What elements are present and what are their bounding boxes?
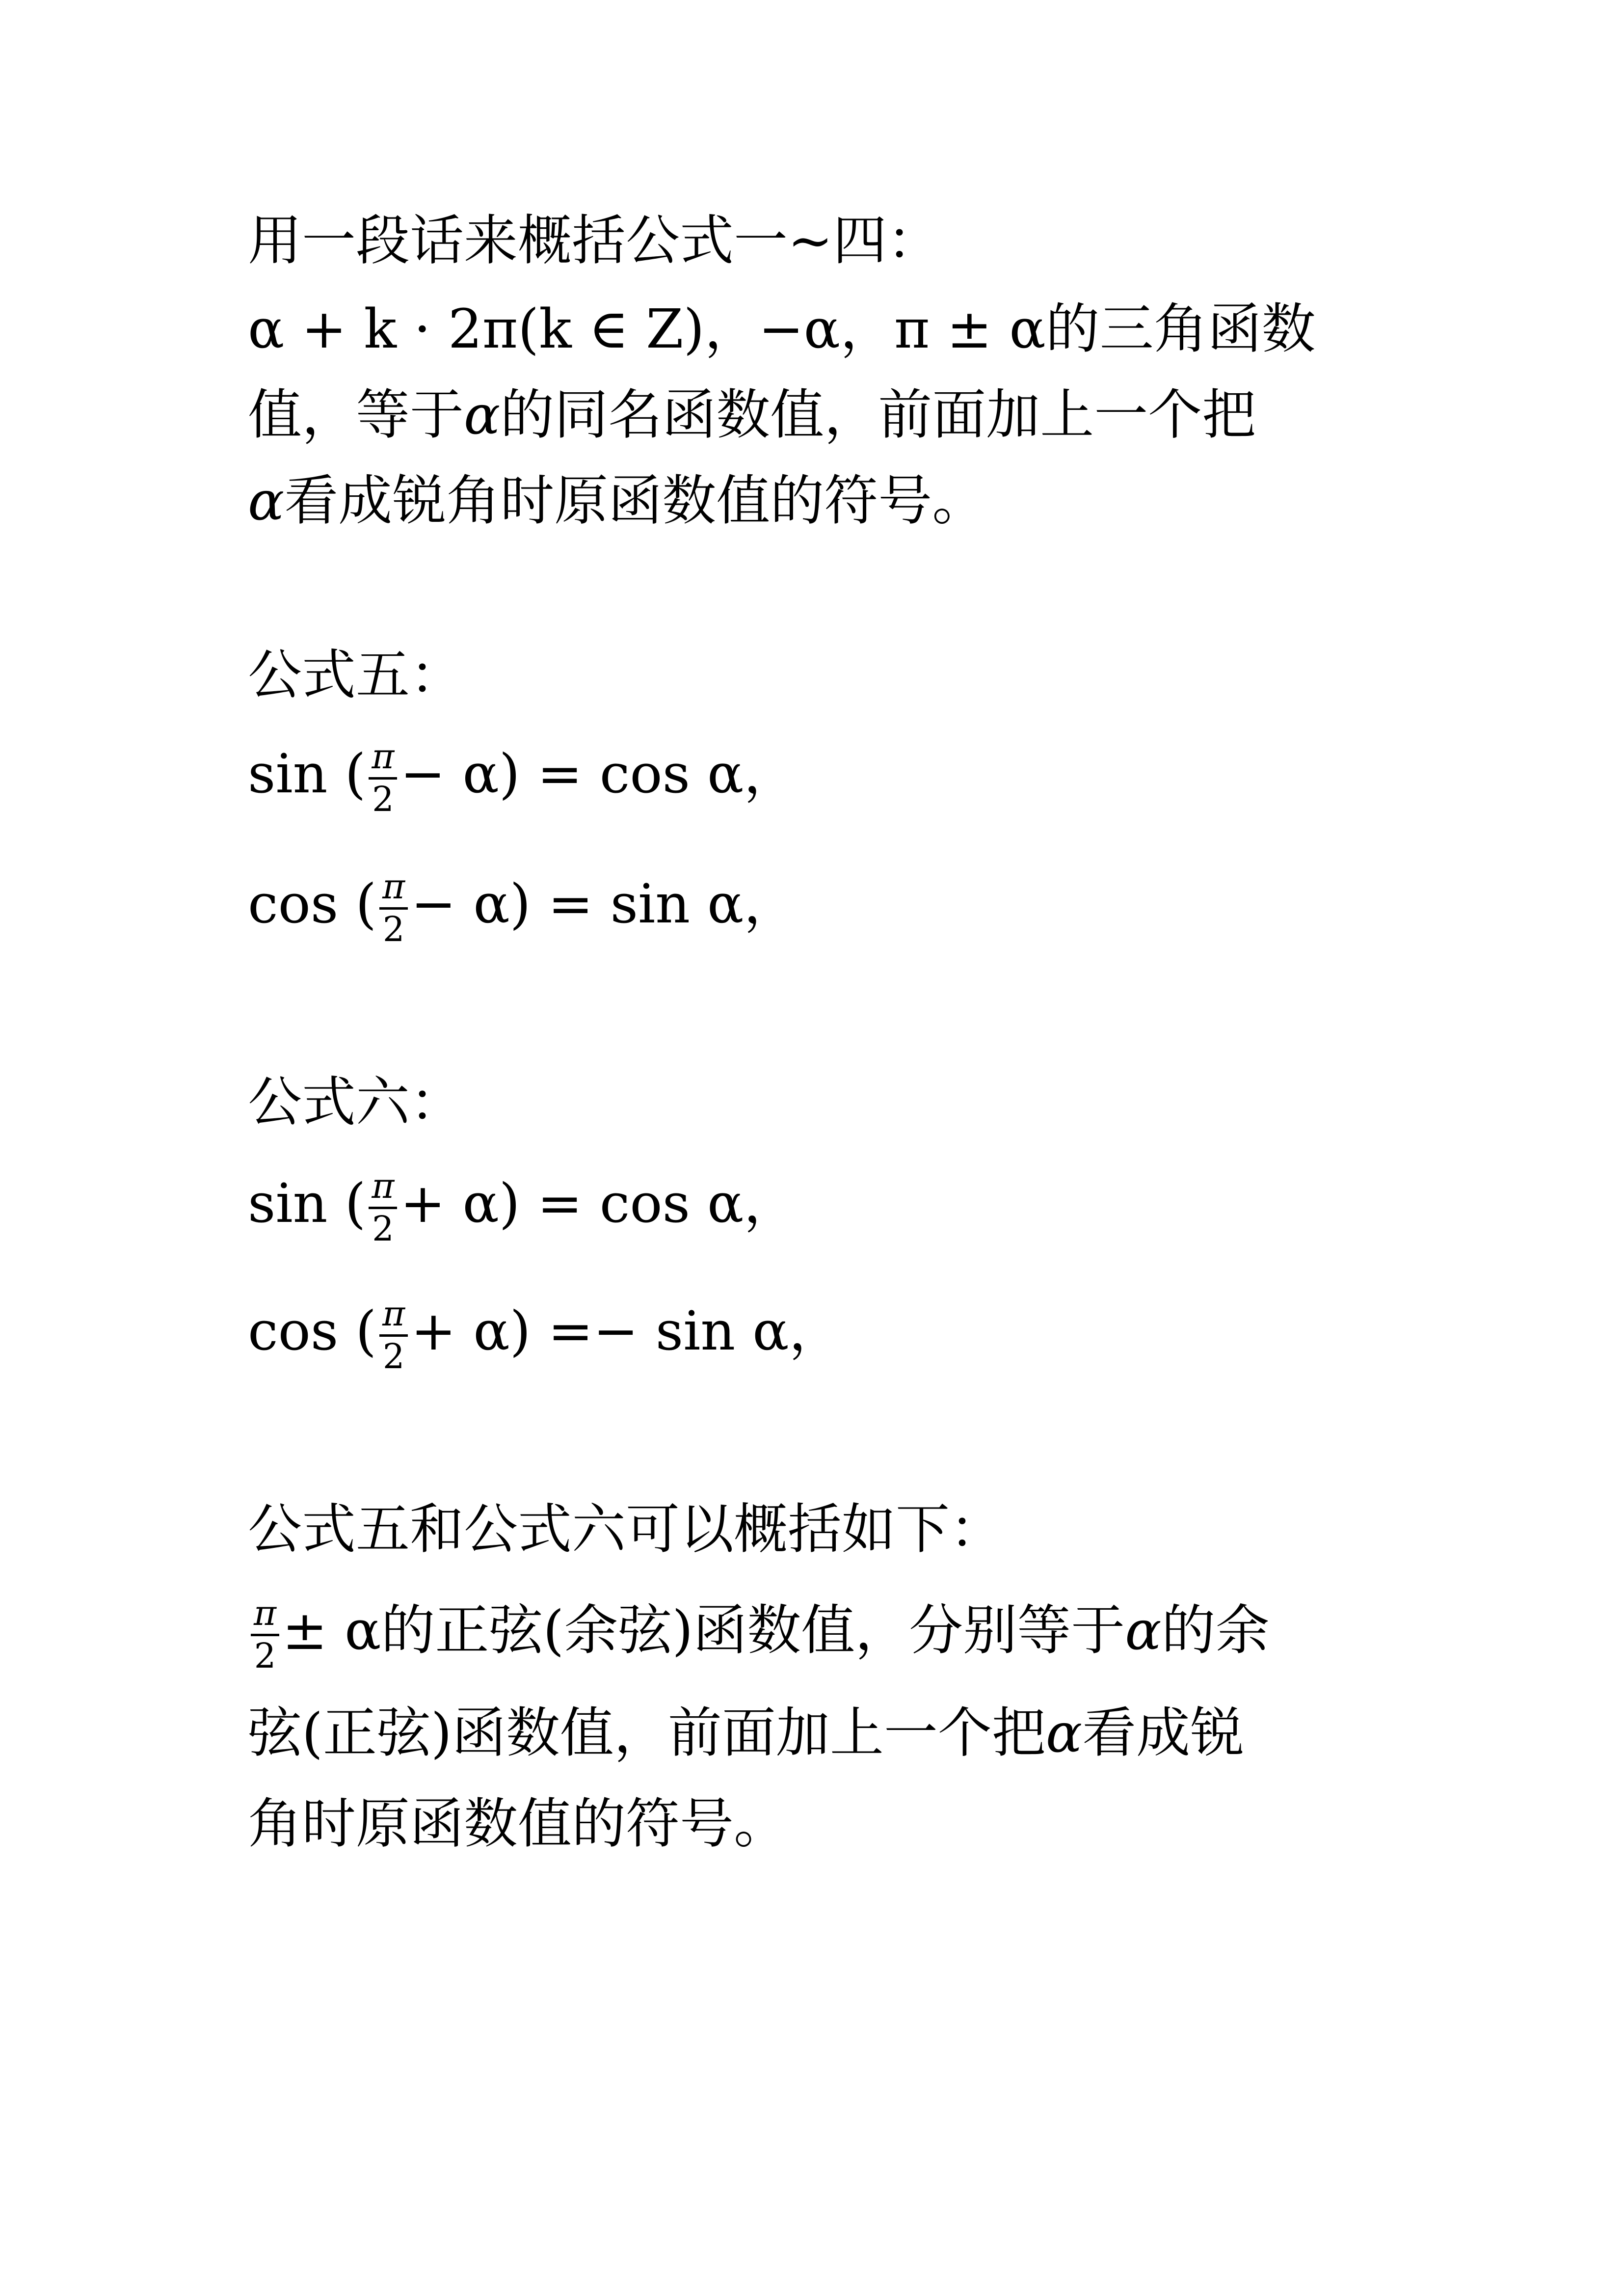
formula6-heading: 公式六：: [248, 1071, 464, 1134]
formula6-equation1: [248, 1168, 798, 1247]
section1-line2: [248, 383, 1256, 446]
alpha-symbol: α: [464, 383, 501, 446]
alpha-symbol: α: [248, 469, 285, 532]
section1-line2-a: 值，等于: [248, 383, 464, 446]
formula6-equation2: [248, 1296, 843, 1375]
summary-l2-tail: 看成锐: [1082, 1702, 1245, 1764]
formula5-equation1: [248, 736, 798, 819]
fraction-numerator: π: [379, 869, 408, 910]
formula5-eq1-right: − α) = cos α，: [400, 742, 798, 805]
formula5-eq2-left: cos (: [248, 872, 377, 935]
fraction-denominator: 2: [372, 779, 394, 819]
formula5-eq2-right: − α) = sin α，: [411, 872, 798, 935]
summary-heading: 公式五和公式六可以概括如下：: [248, 1498, 1004, 1561]
summary-line1: [248, 1595, 1270, 1674]
fraction-numerator: π: [379, 1296, 408, 1337]
section1-line1-text: 的三角函数: [1045, 297, 1316, 360]
section1-line3: [248, 469, 986, 532]
summary-l1-tail: 的余: [1161, 1598, 1270, 1662]
fraction-numerator: π: [369, 739, 397, 780]
pi-over-2-fraction: [379, 866, 408, 949]
summary-line2: [248, 1702, 1245, 1764]
alpha-symbol: α: [1125, 1598, 1162, 1662]
formula6-eq2-right: + α) =− sin α，: [411, 1299, 843, 1362]
fraction-numerator: π: [369, 1168, 397, 1209]
formula6-eq1-right: + α) = cos α，: [400, 1171, 798, 1235]
formula6-eq2-left: cos (: [248, 1299, 377, 1362]
pi-over-2-fraction: [251, 1595, 279, 1674]
pi-over-2-fraction: [379, 1296, 408, 1375]
formula5-equation2: [248, 866, 798, 949]
summary-l1-math: ± α: [282, 1598, 381, 1662]
section1-line1: [248, 297, 1316, 360]
formula6-eq1-left: sin (: [248, 1171, 366, 1235]
summary-l1-text: 的正弦(余弦)函数值，分别等于: [381, 1598, 1125, 1662]
summary-line3: 角时原函数值的符号。: [248, 1792, 788, 1855]
pi-over-2-fraction: [369, 1168, 397, 1247]
alpha-symbol: α: [1045, 1702, 1083, 1764]
section1-line1-math: α + k · 2π(k ∈ Z)，−α，π ± α: [248, 297, 1046, 360]
pi-over-2-fraction: [369, 736, 397, 819]
fraction-denominator: 2: [372, 1208, 394, 1249]
section1-line2-b: 的同名函数值，前面加上一个把: [500, 383, 1256, 446]
section1-heading: 用一段话来概括公式一~四：: [248, 209, 941, 272]
fraction-denominator: 2: [254, 1635, 276, 1676]
formula5-heading: 公式五：: [248, 644, 464, 706]
section1-line3-b: 看成锐角时原函数值的符号。: [284, 469, 986, 532]
summary-l2-text: 弦(正弦)函数值，前面加上一个把: [248, 1702, 1046, 1764]
formula5-eq1-left: sin (: [248, 742, 366, 805]
fraction-numerator: π: [251, 1595, 279, 1636]
fraction-denominator: 2: [382, 1336, 405, 1377]
fraction-denominator: 2: [382, 909, 405, 949]
